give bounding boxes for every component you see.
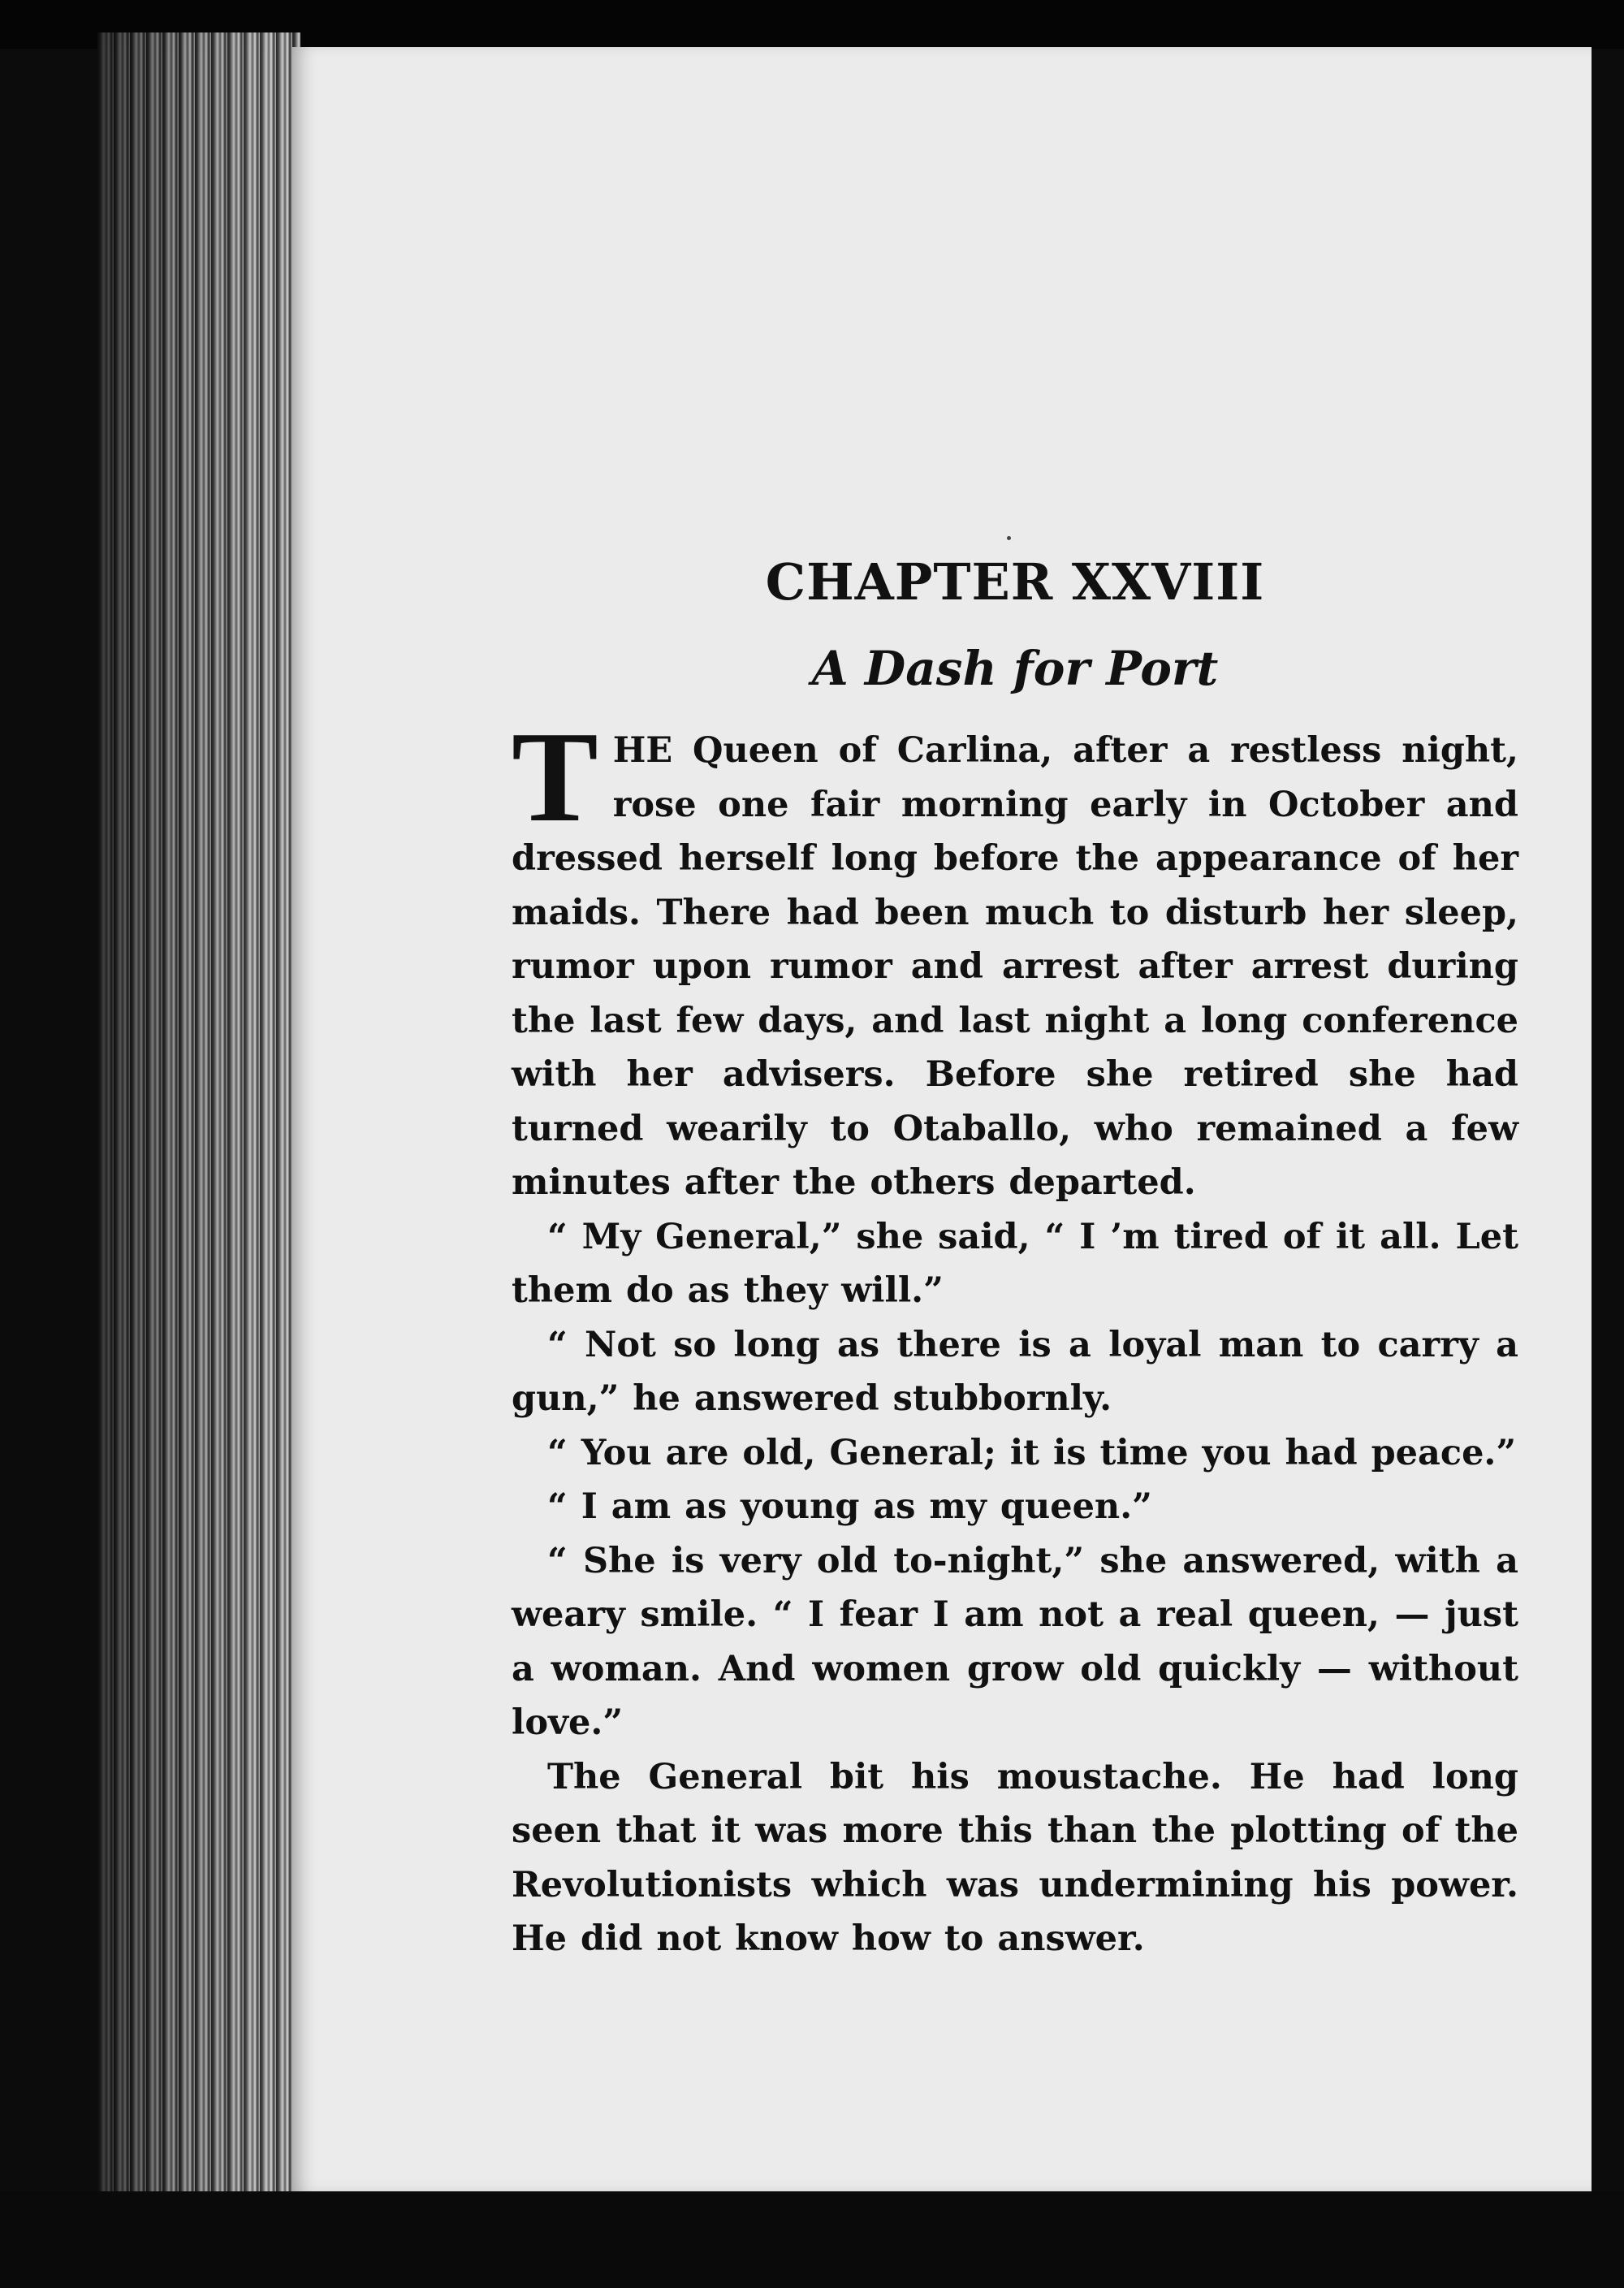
paragraph-4: “ You are old, General; it is time you had peace.”	[547, 1432, 1517, 1473]
paragraph-3: “ Not so long as there is a loyal man to carry a gun,” he answered stubbornly.	[512, 1324, 1518, 1419]
page-text	[512, 528, 1518, 1966]
drop-cap: T	[512, 704, 598, 849]
paragraph-2: “ My General,” she said, “ I ’m tired of it all. Let them do as they will.”	[512, 1216, 1518, 1311]
paragraph-5: “ I am as young as my queen.”	[547, 1486, 1152, 1527]
scan-bottom-border	[0, 2191, 1624, 2288]
chapter-title: A Dash for Port	[811, 641, 1219, 696]
paragraph-6: “ She is very old to-night,” she answered, with a weary smile. “ I fear I am not a real queen, — just a woman. And women grow old quickly — without love.”	[512, 1540, 1518, 1743]
book-page-edges	[97, 32, 300, 2209]
paragraph-7: The General bit his moustache. He had long seen that it was more this than the plotting of the Revolutionists which was undermining his power. He did not know how to answer.	[512, 1756, 1518, 1959]
paragraph-lead: HE	[612, 730, 673, 771]
paragraph-text: Queen of Carlina, after a restless night, rose one fair morning early in October and dressed herself long before the appearance of her maids. There had been much to disturb her sleep, rumor upon rumor and arrest after arrest during the last few days, and last night a long conference with her advisers. Before she retired she had turned wearily to Otaballo, who remained a few minutes after the others departed.	[512, 730, 1518, 1203]
chapter-heading: CHAPTER XXVIII	[765, 552, 1265, 612]
paragraph-1	[512, 704, 1518, 1210]
